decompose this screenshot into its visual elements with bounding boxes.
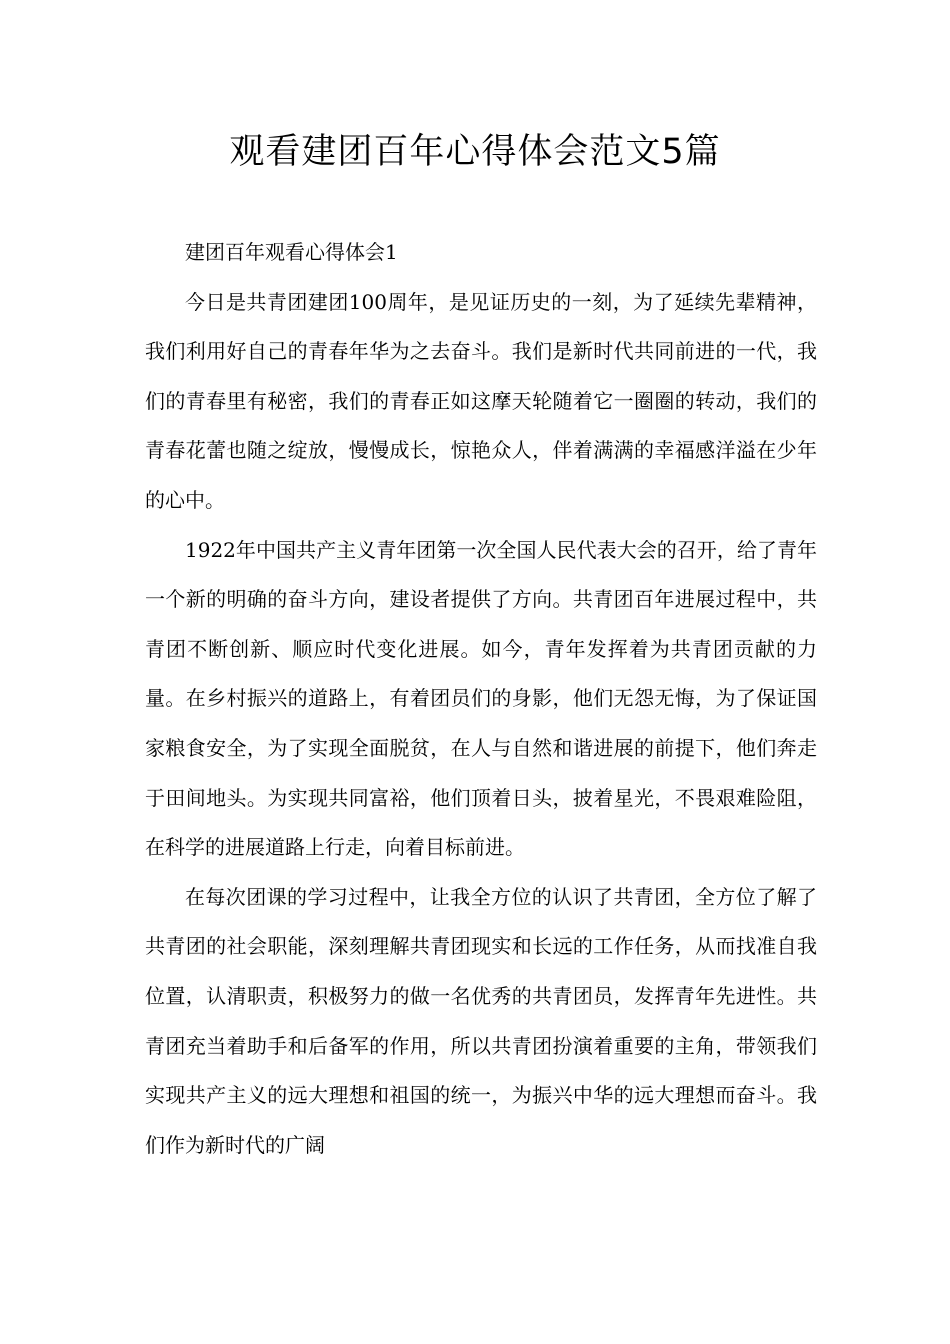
document-title: 观看建团百年心得体会范文5篇	[229, 132, 721, 172]
paragraph: 1922年中国共产主义青年团第一次全国人民代表大会的召开，给了青年一个新的明确的奋斗方向，建设者提供了方向。共青团百年进展过程中，共青团不断创新、顺应时代变化进展。如今，青年发挥着为共青团贡献的力量。在乡村振兴的道路上，有着团员们的身影，他们无怨无悔，为了保证国家粮食安全，为了实现全面脱贫，在人与自然和谐进展的前提下，他们奔走于田间地头。为实现共同富裕，他们顶着日头，披着星光，不畏艰难险阻，在科学的进展道路上行走，向着目标前进。	[145, 537, 817, 860]
document-body	[145, 228, 817, 1170]
section-heading: 建团百年观看心得体会1	[185, 240, 398, 264]
paragraph: 今日是共青团建团100周年，是见证历史的一刻，为了延续先辈精神，我们利用好自己的青春年华为之去奋斗。我们是新时代共同前进的一代，我们的青春里有秘密，我们的青春正如这摩天轮随着它一圈圈的转动，我们的青春花蕾也随之绽放，慢慢成长，惊艳众人，伴着满满的幸福感洋溢在少年的心中。	[145, 289, 817, 512]
paragraph: 在每次团课的学习过程中，让我全方位的认识了共青团，全方位了解了共青团的社会职能，深刻理解共青团现实和长远的工作任务，从而找准自我位置，认清职责，积极努力的做一名优秀的共青团员，发挥青年先进性。共青团充当着助手和后备军的作用，所以共青团扮演着重要的主角，带领我们实现共产主义的远大理想和祖国的统一，为振兴中华的远大理想而奋斗。我们作为新时代的广阔	[145, 884, 817, 1157]
